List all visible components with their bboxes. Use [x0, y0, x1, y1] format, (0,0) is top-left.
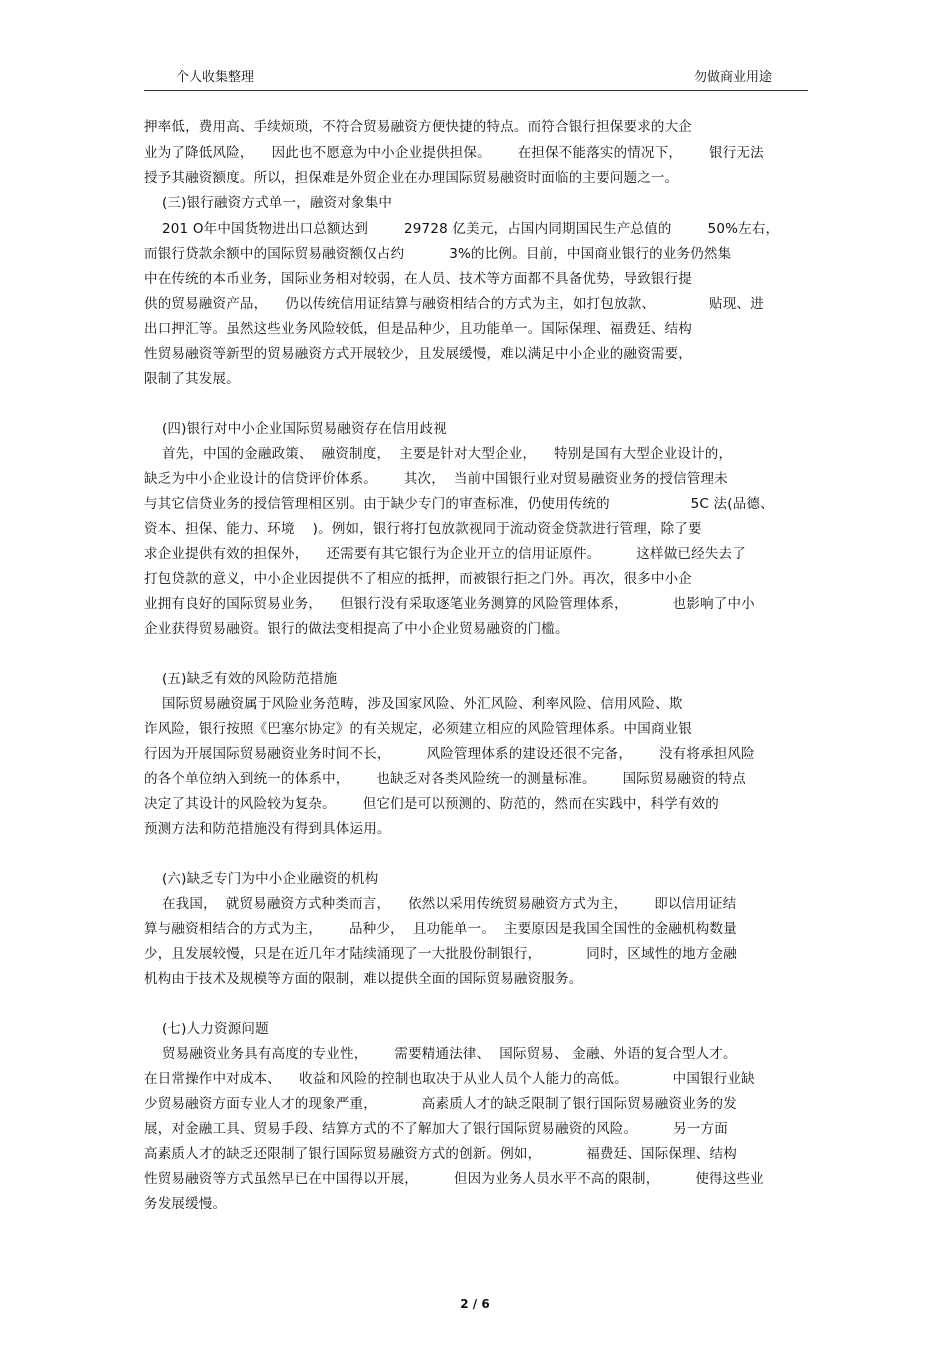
- text-line: 授予其融资额度。所以，担保难是外贸企业在办理国际贸易融资时面临的主要问题之一。: [144, 170, 679, 186]
- text-line: 押率低，费用高、手续烦琐，不符合贸易融资方便快捷的特点。而符合银行担保要求的大企: [144, 119, 692, 135]
- text-line: 求企业提供有效的担保外， 还需要有其它银行为企业开立的信用证原件。 这样做已经失去了: [144, 546, 746, 562]
- text-line: 高素质人才的缺乏还限制了银行国际贸易融资方式的创新。例如， 福费廷、国际保理、结构: [144, 1146, 737, 1162]
- header-divider: [144, 90, 808, 91]
- text-line: 业为了降低风险， 因此也不愿意为中小企业提供担保。 在担保不能落实的情况下， 银行无法: [144, 145, 764, 161]
- text-line: 国际贸易融资属于风险业务范畴，涉及国家风险、外汇风险、利率风险、信用风险、欺: [144, 696, 683, 712]
- text-line: 算与融资相结合的方式为主， 品种少， 且功能单一。 主要原因是我国全国性的金融机构数量: [144, 921, 737, 937]
- text-line: 在我国， 就贸易融资方式种类而言， 依然以采用传统贸易融资方式为主， 即以信用证结: [144, 896, 737, 912]
- text-line: 而银行贷款余额中的国际贸易融资额仅占约 3%的比例。目前，中国商业银行的业务仍然集: [144, 246, 732, 262]
- text-line: 首先，中国的金融政策、 融资制度， 主要是针对大型企业， 特别是国有大型企业设计的，: [144, 446, 733, 462]
- section-heading-6: (六)缺乏专门为中小企业融资的机构: [144, 871, 379, 887]
- text-line: 资本、担保、能力、环境 )。例如，银行将打包放款视同于流动资金贷款进行管理，除了要: [144, 521, 702, 537]
- text-line: 打包贷款的意义，中小企业因提供不了相应的抵押，而被银行拒之门外。再次，很多中小企: [144, 571, 692, 587]
- header-left-text: 个人收集整理: [176, 70, 255, 85]
- text-line: 贸易融资业务具有高度的专业性， 需要精通法律、 国际贸易、 金融、外语的复合型人才。: [144, 1046, 737, 1062]
- text-line: 少，且发展较慢，只是在近几年才陆续涌现了一大批股份制银行， 同时，区域性的地方金融: [144, 946, 737, 962]
- header-right-text: 勿做商业用途: [693, 70, 772, 85]
- section-heading-4: (四)银行对中小企业国际贸易融资存在信用歧视: [144, 421, 447, 437]
- text-line: 201 O年中国货物进出口总额达到 29728 亿美元，占国内同期国民生产总值的 50%左右，: [144, 221, 780, 237]
- text-line: 中在传统的本币业务，国际业务相对较弱，在人员、技术等方面都不具备优势，导致银行提: [144, 271, 692, 287]
- text-line: 诈风险，银行按照《巴塞尔协定》的有关规定，必须建立相应的风险管理体系。中国商业银: [144, 721, 692, 737]
- section-heading-3: (三)银行融资方式单一，融资对象集中: [144, 195, 393, 211]
- page-number: 2 / 6: [460, 1297, 490, 1311]
- text-line: 缺乏为中小企业设计的信贷评价体系。 其次， 当前中国银行业对贸易融资业务的授信管理未: [144, 471, 728, 487]
- text-line: 决定了其设计的风险较为复杂。 但它们是可以预测的、防范的，然而在实践中，科学有效的: [144, 796, 719, 812]
- text-line: 少贸易融资方面专业人才的现象严重， 高素质人才的缺乏限制了银行国际贸易融资业务的发: [144, 1096, 737, 1112]
- text-line: 限制了其发展。: [144, 371, 240, 387]
- text-line: 机构由于技术及规模等方面的限制，难以提供全面的国际贸易融资服务。: [144, 971, 583, 987]
- text-line: 供的贸易融资产品， 仍以传统信用证结算与融资相结合的方式为主，如打包放款、 贴现、进: [144, 296, 764, 312]
- text-line: 与其它信贷业务的授信管理相区别。由于缺少专门的审查标准，仍使用传统的 5C 法(品德、: [144, 496, 774, 512]
- text-line: 性贸易融资等方式虽然早已在中国得以开展， 但因为业务人员水平不高的限制， 使得这些业: [144, 1171, 764, 1187]
- text-line: 在日常操作中对成本、 收益和风险的控制也取决于从业人员个人能力的高低。 中国银行业缺: [144, 1071, 755, 1087]
- page-header: [144, 66, 808, 92]
- text-line: 展，对金融工具、贸易手段、结算方式的不了解加大了银行国际贸易融资的风险。 另一方面: [144, 1121, 728, 1137]
- text-line: 出口押汇等。虽然这些业务风险较低，但是品种少，且功能单一。国际保理、福费廷、结构: [144, 321, 692, 337]
- text-line: 务发展缓慢。: [144, 1196, 227, 1212]
- text-line: 预测方法和防范措施没有得到具体运用。: [144, 821, 391, 837]
- text-line: 业拥有良好的国际贸易业务， 但银行没有采取逐笔业务测算的风险管理体系， 也影响了中小: [144, 596, 755, 612]
- text-line: 行因为开展国际贸易融资业务时间不长， 风险管理体系的建设还很不完备， 没有将承担风险: [144, 746, 755, 762]
- text-line: 性贸易融资等新型的贸易融资方式开展较少，且发展缓慢，难以满足中小企业的融资需要，: [144, 346, 692, 362]
- section-heading-7: (七)人力资源问题: [144, 1021, 269, 1037]
- text-line: 企业获得贸易融资。银行的做法变相提高了中小企业贸易融资的门槛。: [144, 621, 569, 637]
- section-heading-5: (五)缺乏有效的风险防范措施: [144, 671, 338, 687]
- text-line: 的各个单位纳入到统一的体系中， 也缺乏对各类风险统一的测量标准。 国际贸易融资的特点: [144, 771, 746, 787]
